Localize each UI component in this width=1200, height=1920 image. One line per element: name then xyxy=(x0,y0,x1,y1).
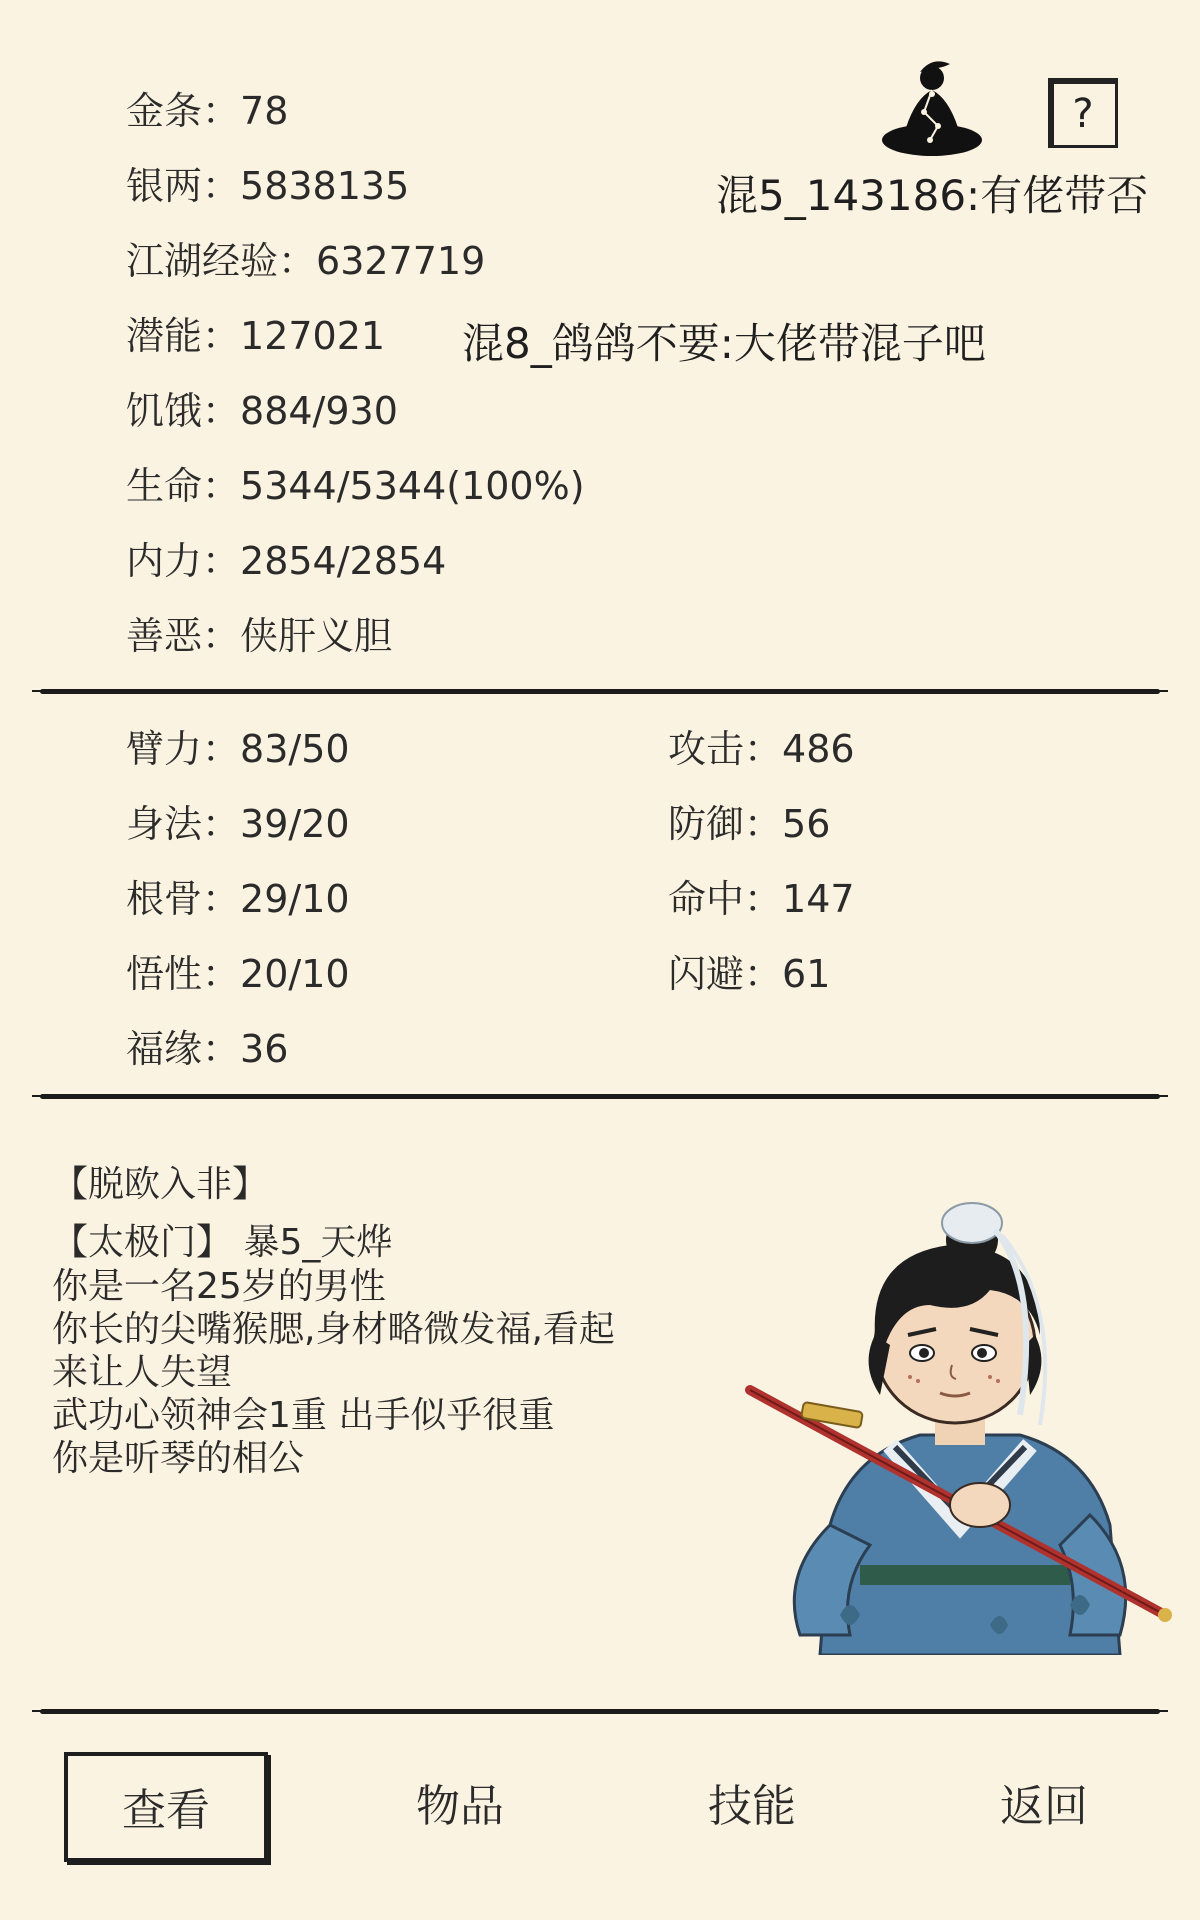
stat-silver: 银两 ： 5838135 xyxy=(126,162,409,210)
divider xyxy=(40,689,1160,694)
divider xyxy=(40,1094,1160,1099)
stat-health: 生命 ： 5344/5344(100%) xyxy=(126,462,585,510)
attr-comprehension: 悟性 ： 20/10 xyxy=(126,950,350,998)
attr-constitution: 根骨 ： 29/10 xyxy=(126,875,350,923)
attr-dodge: 闪避 ： 61 xyxy=(668,950,830,998)
attr-agility: 身法 ： 39/20 xyxy=(126,800,350,848)
character-portrait xyxy=(740,1195,1180,1655)
help-button[interactable] xyxy=(1048,78,1118,148)
divider xyxy=(40,1709,1160,1714)
attr-strength: 臂力 ： 83/50 xyxy=(126,725,350,773)
attr-defense: 防御 ： 56 xyxy=(668,800,830,848)
stat-hunger: 饥饿 ： 884/930 xyxy=(126,387,398,435)
tab-items[interactable]: 物品 xyxy=(416,1781,504,1832)
meditation-icon[interactable] xyxy=(872,50,992,160)
stat-internal-energy: 内力 ： 2854/2854 xyxy=(126,537,446,585)
bio-line: 武功心领神会1重 出手似乎很重 xyxy=(52,1395,555,1436)
stat-experience: 江湖经验 ： 6327719 xyxy=(126,237,485,285)
bio-line: 你是听琴的相公 xyxy=(52,1438,305,1479)
bio-line: 来让人失望 xyxy=(52,1352,233,1393)
stat-potential: 潜能 ： 127021 xyxy=(126,312,385,360)
character-title: 【脱欧入非】 xyxy=(52,1164,269,1205)
attr-luck: 福缘 ： 36 xyxy=(126,1025,288,1073)
bio-line: 你长的尖嘴猴腮,身材略微发福,看起 xyxy=(52,1309,615,1350)
chat-message: 混8_鸽鸽不要:大佬带混子吧 xyxy=(462,319,986,368)
chat-message: 混5_143186:有佬带否 xyxy=(716,171,1149,220)
tab-back[interactable]: 返回 xyxy=(1000,1781,1088,1832)
bio-line: 你是一名25岁的男性 xyxy=(52,1266,386,1307)
attr-accuracy: 命中 ： 147 xyxy=(668,875,855,923)
stat-gold-bars: 金条 ： 78 xyxy=(126,87,288,135)
attr-attack: 攻击 ： 486 xyxy=(668,725,855,773)
tab-skills[interactable]: 技能 xyxy=(708,1781,796,1832)
character-sect: 【太极门】 暴5_天烨 xyxy=(52,1222,393,1263)
help-icon: ? xyxy=(1072,91,1094,137)
tab-view[interactable]: 查看 xyxy=(64,1752,268,1862)
stat-morality: 善恶 ： 侠肝义胆 xyxy=(126,612,392,660)
